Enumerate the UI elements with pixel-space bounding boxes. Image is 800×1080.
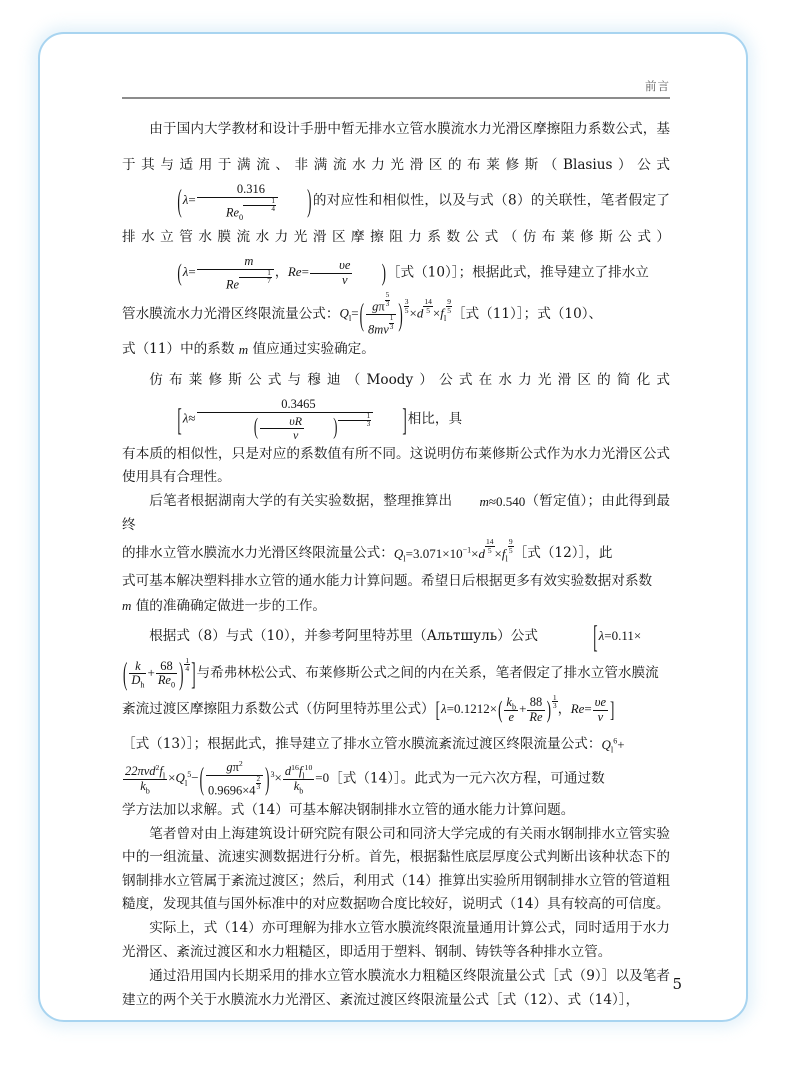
p3-text-a: 后笔者根据湖南大学的有关实验数据，整理推算出 [149,493,453,510]
p4-text-b: 与希弗林松公式、布莱修斯公式之间的内在关系，笔者假定了排水立管水膜流 [196,664,659,681]
paragraph-4-cont3 [122,729,670,760]
p4-text-d: ［式（13）］；根据此式，推导建立了排水立管水膜流紊流过渡区终限流量公式： [122,736,602,753]
formula-blasius: (λ= 0.316 $Re_0$ $\frac{1}{4}$ ) [177,181,312,222]
page-number: 5 [672,975,682,993]
paragraph-1-cont2 [122,338,670,361]
page-header [122,78,670,99]
p3-text-e: 式可基本解决塑料排水立管的通水能力计算问题。希望日后根据更多有效实验数据对系数 [122,573,653,590]
p2-text-b: 相比，具 [407,411,463,428]
formula-eq14-head: $Q_l^6+$ [601,736,625,755]
p2-text-c: 有本质的相似性，只是对应的系数值有所不同。这说明仿布莱修斯公式作为水力光滑区公式使用具有合理性。 [122,445,670,485]
formula-eq12: $Q_l=3.071\times 10^{-1}\times d$ $\frac{14}{5}$ $\times f_l$ $\frac{9}{5}$ [393,537,513,564]
p1-text-d: 管水膜流水力光滑区终限流量公式： [122,306,340,323]
p1-text-e: ［式（11）］；式（10）、 [451,306,603,323]
p3-text-b: （暂定值）；由此得到最终 [122,493,670,533]
p4-text-c: 紊流过渡区摩擦阻力系数公式（仿阿里特苏里公式） [122,701,435,718]
paragraph-2 [122,363,670,442]
paragraph-1 [122,112,670,291]
paragraph-3-cont2 [122,570,670,593]
formula-altshul-head: [λ=0.11× [593,617,642,655]
p3-text-f: 值的准确确定做进一步的工作。 [135,597,327,614]
paragraph-1-cont [122,292,670,337]
paragraph-6: 实际上，式（14）亦可理解为排水立管水膜流终限流量通用计算公式，同时适用于水力光滑区、紊流过渡区和水力粗糙区，即适用于塑料、钢制、铸铁等各种排水立管。 [122,920,670,960]
p3-text-d: ［式（12）］，此 [513,545,613,562]
header-title: 前言 [645,79,670,93]
p4-text-e: ［式（14）］。此式为一元六次方程，可通过数 [329,770,605,787]
header-rule [122,97,670,99]
p1-text-b: 的对应性和相似性，以及与式（8）的关联性，笔者假定了排水立管水膜流水力光滑区摩擦阻力系数公式（仿布莱修斯公式） [122,192,670,245]
formula-moody: [λ≈ 0.3465 ( $\frac{\upsilon R}{\nu}$ ) $\frac{1}{3}$ ] [177,397,407,442]
paragraph-3-cont [122,538,670,569]
paragraph-4-cont5 [122,799,670,822]
p4-text-a: 根据式（8）与式（10），并参考阿里特苏里（Альтшуль）公式 [149,628,538,645]
formula-eq14-body: $\frac{22\pi\nu d^2f_l}{k_b}$ $\times Q_l^5-$( $g\pi^2$ 0.9696×4 $\frac{2}{3}$ )$^3$× $\frac{d^{16}f_l^{10}}{k_b}$ =0 [125,759,330,798]
symbol-m-2: m [122,598,132,614]
paragraph-4-cont4 [122,761,670,797]
p1-text-g: 值应通过实验确定。 [252,341,375,358]
formula-eq11: $Q_l=$( gπ $\frac{5}{3}$ 8mν $\frac{1}{3}$ ) $\frac{3}{5}$ ×d $\frac{14}{5}$ $\times f_l$ $\frac{9}{5}$ [339,291,451,337]
p1-text-f: 式（11）中的系数 [122,341,235,358]
paragraph-4-cont2 [122,692,670,728]
p4-text-f: 学方法加以求解。式（14）可基本解决钢制排水立管的通水能力计算问题。 [122,801,575,818]
p3-text-c: 的排水立管水膜流水力光滑区终限流量公式： [122,545,394,562]
formula-fang-blasius: (λ= m Re $\frac{1}{7}$ ，Re= $\frac{\upsilon e}{\nu}$ ) [177,254,386,292]
formula-m-value: m≈0.540 [479,493,526,509]
p2-text-a: 仿布莱修斯公式与穆迪（Moody）公式在水力光滑区的简化式 [149,371,670,388]
paragraph-4 [122,619,670,655]
formula-fang-altshul: [λ=0.1212×( $\frac{k_b}{e}$ + $\frac{88}{Re}$ ) $\frac{1}{3}$ ，Re= $\frac{\upsilon e}{\nu}$ ] [435,692,615,724]
paragraph-3 [122,490,670,537]
document-body [122,112,670,1013]
p1-text-a: 由于国内大学教材和设计手册中暂无排水立管水膜流水力光滑区摩擦阻力系数公式，基于其与适用于满流、非满流水力光滑区的布莱修斯（Blasius）公式 [122,121,670,173]
p1-text-c: ［式（10）］；根据此式，推导建立了排水立 [386,264,649,281]
paragraph-5: 笔者曾对由上海建筑设计研究院有限公司和同济大学完成的有关雨水钢制排水立管实验中的一组流量、流速实测数据进行分析。首先，根据黏性底层厚度公式判断出该种状态下的钢制排水立管属于紊流过渡区；然后，利用式（14）推算出实验所用钢制排水立管的管道粗糙度，发现其值与国外标准中的对应数据吻合度比较好，说明式（14）具有较高的可信度。 [122,825,670,913]
symbol-m-1: m [238,341,249,357]
formula-altshul-tail: ( $\frac{k}{D_h}$ + $\frac{68}{Re_0}$ ) $\frac{1}{4}$ ] [123,654,196,691]
paragraph-7: 通过沿用国内长期采用的排水立管水膜流水力粗糙区终限流量公式［式（9）］以及笔者建立的两个关于水膜流水力光滑区、紊流过渡区终限流量公式［式（12）、式（14）］， [122,968,670,1008]
